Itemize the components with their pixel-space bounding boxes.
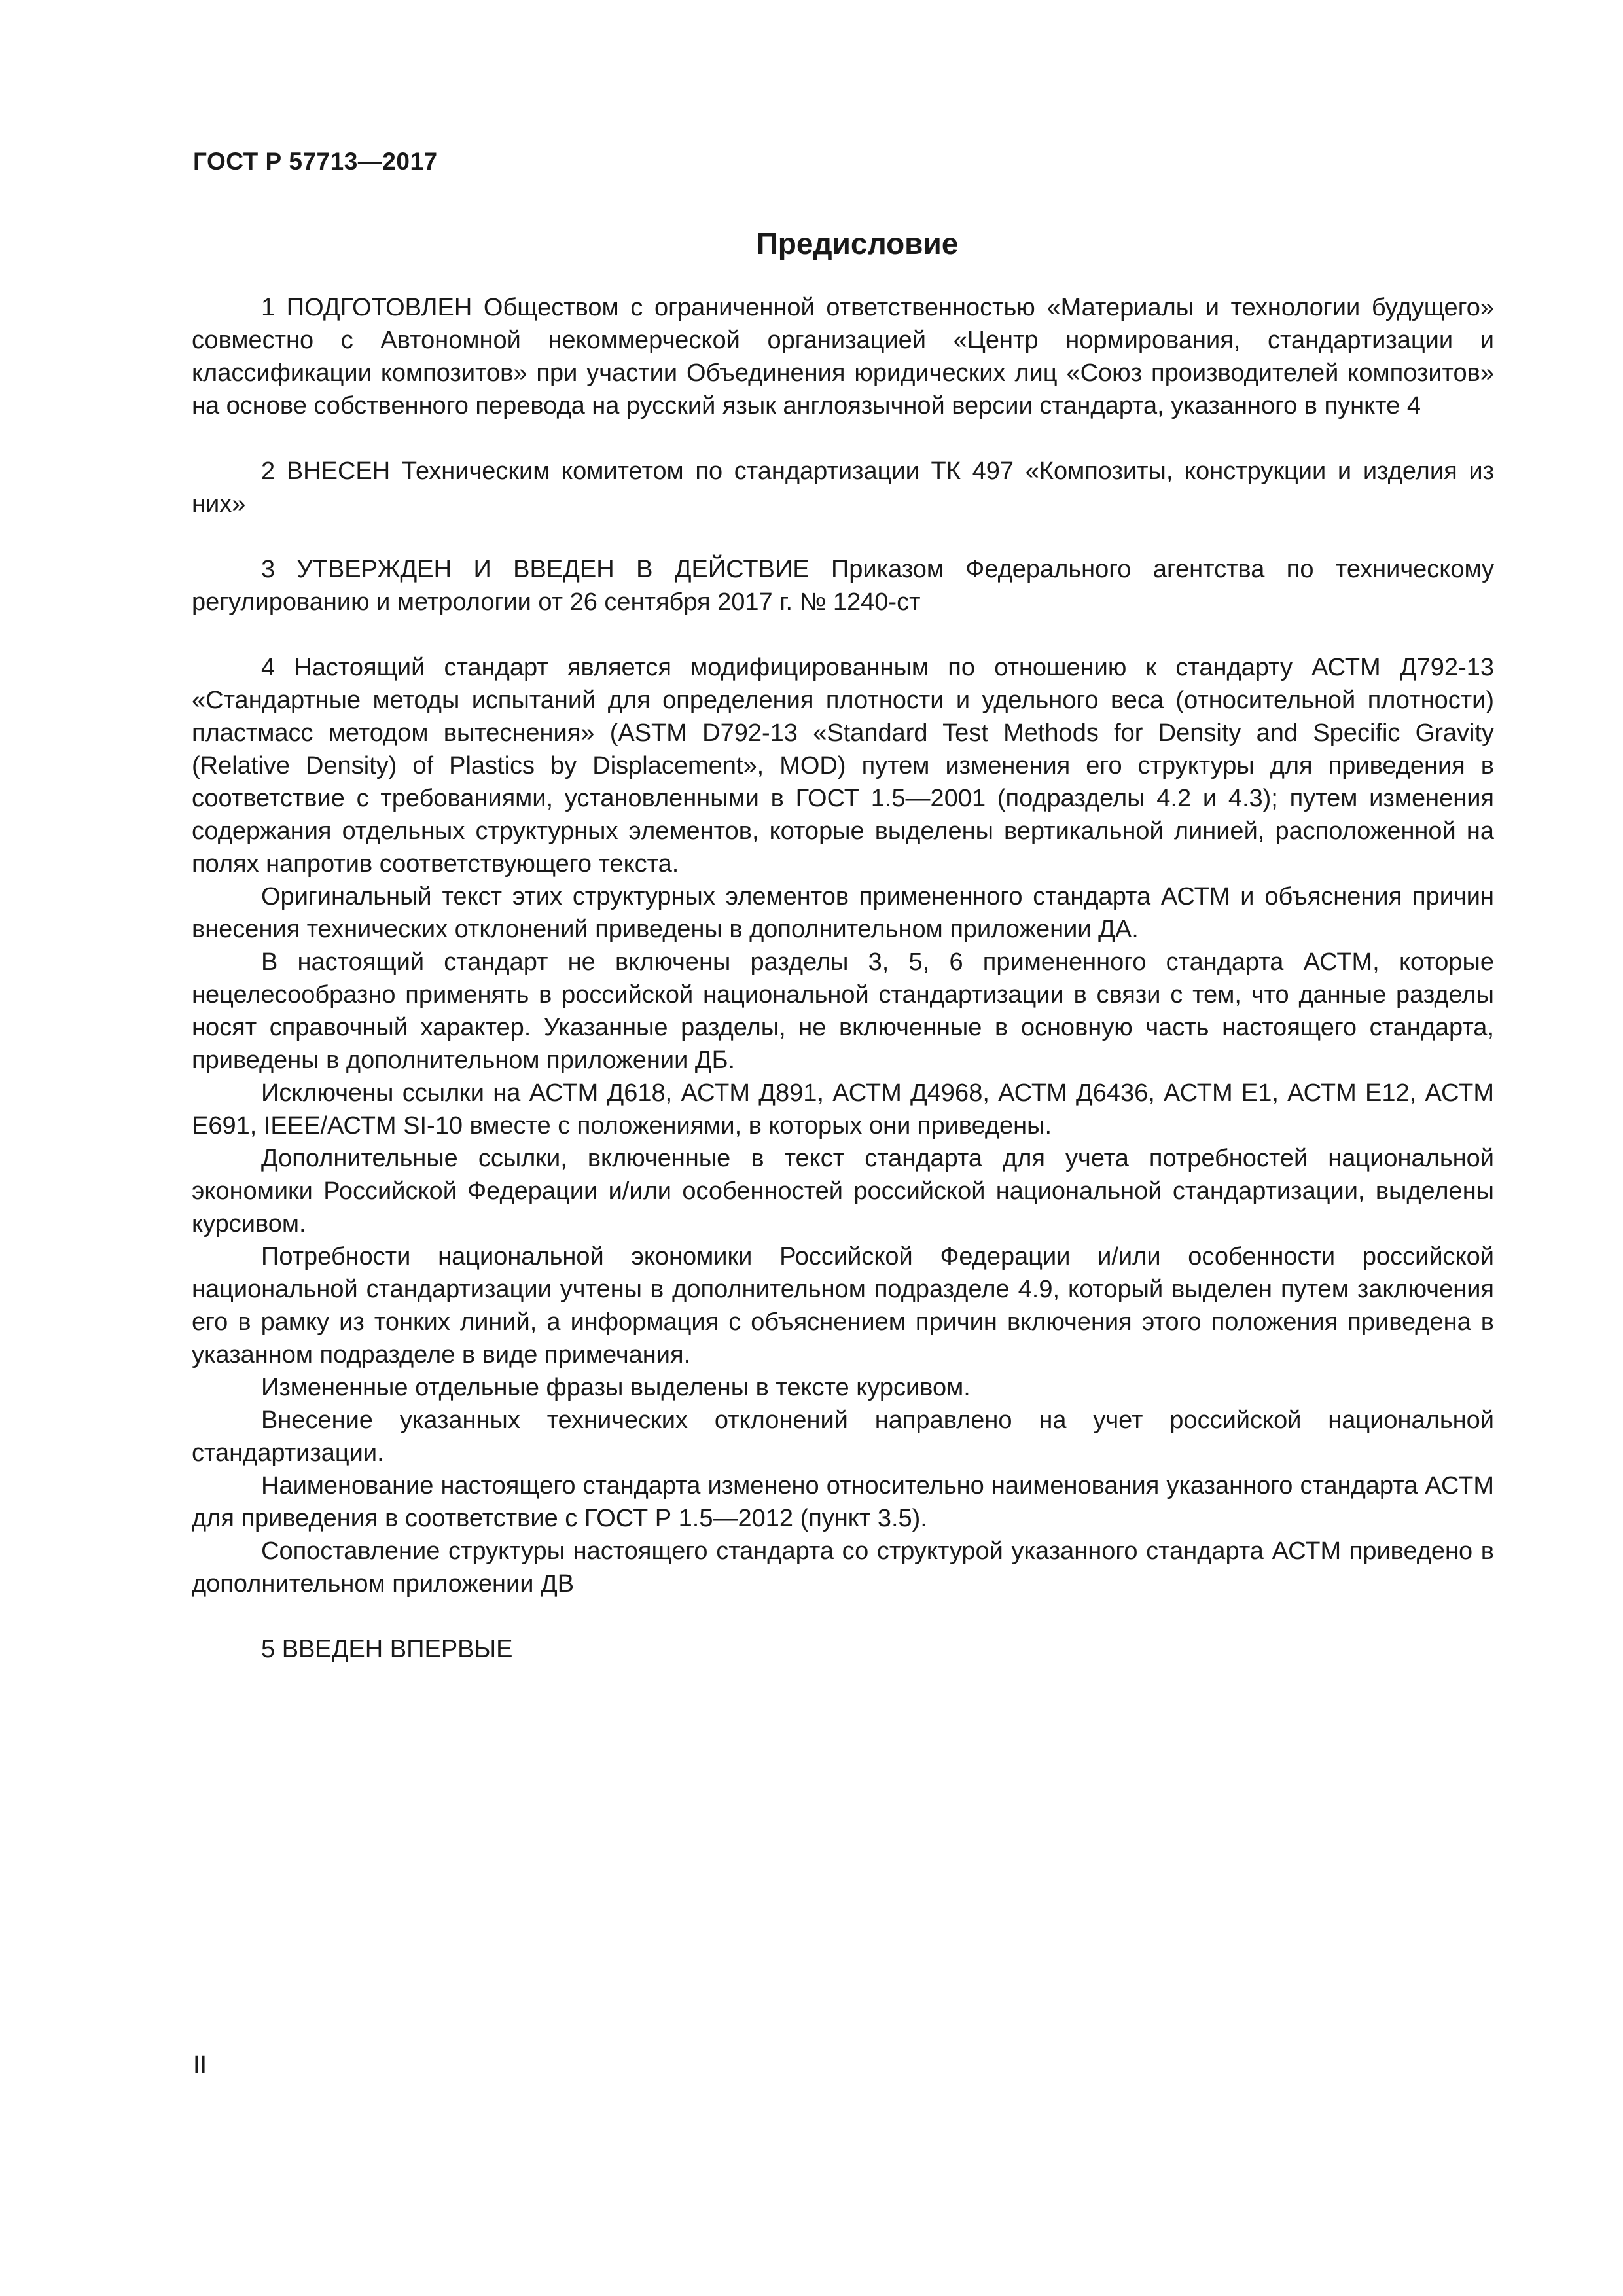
document-body	[192, 291, 1494, 1666]
paragraph-4-original-text: Оригинальный текст этих структурных элементов примененного стандарта АСТМ и объяснения причин внесения технических отклонений приведены в дополнительном приложении ДА.	[192, 883, 1494, 943]
paragraph-4-changed-phrases: Измененные отдельные фразы выделены в тексте курсивом.	[261, 1374, 971, 1401]
paragraph-1: 1 ПОДГОТОВЛЕН Обществом с ограниченной ответственностью «Материалы и технологии будущего» совместно с Автономной некоммерческой организацией «Центр нормирования, стандартизации и классификации композитов» при участии Объединения юридических лиц «Союз производителей композитов» на основе собственного перевода на русский язык англоязычной версии стандарта, указанного в пункте 4	[192, 294, 1494, 420]
page-number: II	[193, 2051, 207, 2079]
paragraph-4-deviations: Внесение указанных технических отклонений направлено на учет российской национальной стандартизации.	[192, 1407, 1494, 1467]
document-header: ГОСТ Р 57713—2017	[193, 148, 438, 175]
paragraph-4: 4 Настоящий стандарт является модифицированным по отношению к стандарту АСТМ Д792-13 «Стандартные методы испытаний для определения плотности и удельного веса (относительной плотности) пластмасс методом вытеснения» (ASTM D792-13 «Standard Test Methods for Density and Specific Gravity (Relative Density) of Plastics by Displacement», MOD) путем изменения его структуры для приведения в соответствие с требованиями, установленными в ГОСТ 1.5—2001 (подразделы 4.2 и 4.3); путем изменения содержания отдельных структурных элементов, которые выделены вертикальной линией, расположенной на полях напротив соответствующего текста.	[192, 654, 1494, 878]
paragraph-4-national-needs: Потребности национальной экономики Российской Федерации и/или особенности российской национальной стандартизации учтены в дополнительном подразделе 4.9, который выделен путем заключения его в рамку из тонких линий, а информация с объяснением причин включения этого положения приведена в указанном подразделе в виде примечания.	[192, 1243, 1494, 1369]
paragraph-2: 2 ВНЕСЕН Техническим комитетом по стандартизации ТК 497 «Композиты, конструкции и изделия из них»	[192, 457, 1494, 518]
paragraph-5: 5 ВВЕДЕН ВПЕРВЫЕ	[261, 1636, 513, 1663]
paragraph-4-excluded-references: Исключены ссылки на АСТМ Д618, АСТМ Д891, АСТМ Д4968, АСТМ Д6436, АСТМ Е1, АСТМ Е12, АСТМ Е691, IEEE/АСТМ SI-10 вместе с положениями, в которых они приведены.	[192, 1079, 1494, 1139]
paragraph-4-excluded-sections: В настоящий стандарт не включены разделы 3, 5, 6 примененного стандарта АСТМ, которые нецелесообразно применять в российской национальной стандартизации в связи с тем, что данные разделы носят справочный характер. Указанные разделы, не включенные в основную часть настоящего стандарта, приведены в дополнительном приложении ДБ.	[192, 948, 1494, 1074]
paragraph-3: 3 УТВЕРЖДЕН И ВВЕДЕН В ДЕЙСТВИЕ Приказом Федерального агентства по техническому регулированию и метрологии от 26 сентября 2017 г. № 1240-ст	[192, 556, 1494, 616]
paragraph-4-title-change: Наименование настоящего стандарта изменено относительно наименования указанного стандарта АСТМ для приведения в соответствие с ГОСТ Р 1.5—2012 (пункт 3.5).	[192, 1472, 1494, 1532]
paragraph-4-structure-comparison: Сопоставление структуры настоящего стандарта со структурой указанного стандарта АСТМ приведено в дополнительном приложении ДВ	[192, 1537, 1494, 1598]
paragraph-4-additional-references: Дополнительные ссылки, включенные в текст стандарта для учета потребностей национальной экономики Российской Федерации и/или особенностей российской национальной стандартизации, выделены курсивом.	[192, 1145, 1494, 1238]
page-title: Предисловие	[756, 226, 959, 260]
